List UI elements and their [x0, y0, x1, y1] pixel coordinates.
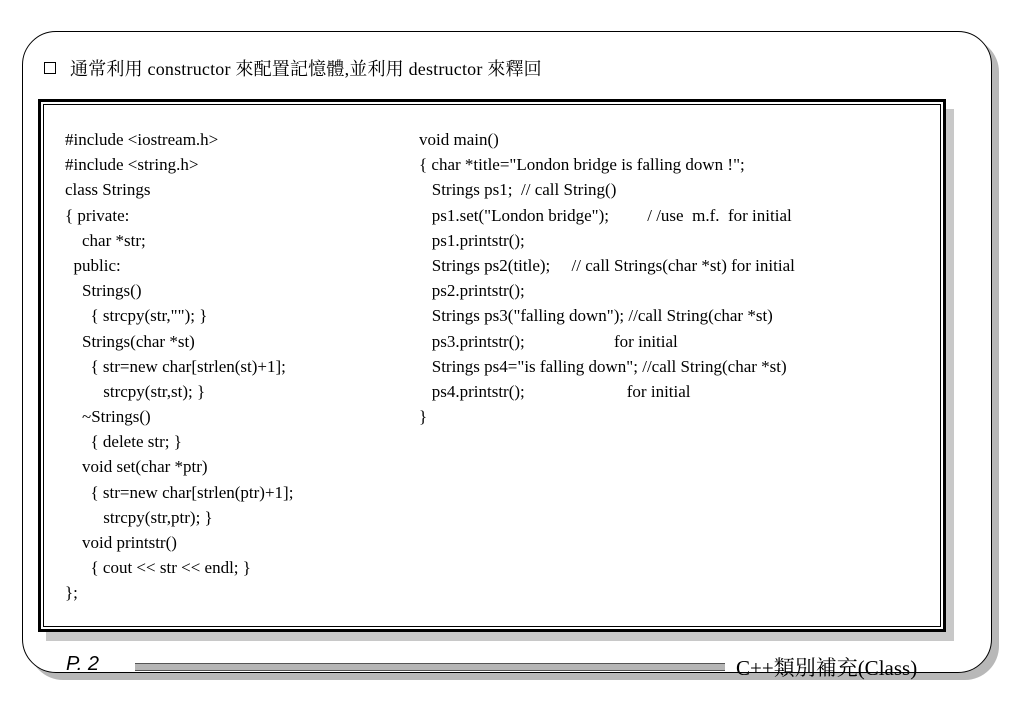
code-line: void main()	[419, 130, 499, 149]
code-line: Strings ps1; // call String()	[419, 180, 617, 200]
code-line: strcpy(str,ptr); }	[65, 507, 213, 527]
code-line: public:	[65, 255, 121, 275]
code-line: { char *title="London bridge is falling down !";	[419, 155, 745, 175]
code-line: char *str;	[65, 230, 146, 250]
footer-title: C++類別補充(Class)	[736, 656, 918, 680]
code-line: }	[419, 407, 428, 427]
code-line: Strings(char *st)	[65, 331, 195, 351]
page-number: P. 2	[66, 653, 99, 675]
code-line: class Strings	[65, 180, 151, 200]
code-line: Strings ps4="is falling down"; //call String(char *st)	[419, 356, 787, 376]
code-line: strcpy(str,st); }	[65, 381, 206, 401]
code-line: #include <iostream.h>	[65, 130, 219, 149]
code-line: ps2.printstr();	[419, 281, 525, 301]
code-line: Strings()	[65, 281, 142, 301]
code-line: { str=new char[strlen(ptr)+1];	[65, 482, 294, 502]
code-line: ps1.printstr();	[419, 230, 525, 250]
code-line: void printstr()	[65, 533, 177, 552]
code-line: ~Strings()	[65, 407, 151, 427]
code-line: { str=new char[strlen(st)+1];	[65, 356, 286, 376]
code-line: { cout << str << endl; }	[65, 558, 251, 578]
square-bullet-icon	[44, 62, 56, 74]
footer	[0, 650, 1023, 686]
code-line: #include <string.h>	[65, 155, 199, 175]
slide-heading	[44, 57, 542, 79]
code-line: ps4.printstr(); for initial	[419, 381, 691, 401]
code-column-left	[65, 127, 293, 606]
code-line: ps1.set("London bridge"); / /use m.f. for initial	[419, 205, 792, 225]
code-line: Strings ps3("falling down"); //call String(char *st)	[419, 306, 773, 326]
heading-text: 通常利用 constructor 來配置記憶體,並利用 destructor 來釋回	[70, 59, 542, 79]
code-line: };	[65, 583, 78, 603]
code-line: { private:	[65, 205, 130, 225]
code-box	[38, 99, 946, 632]
code-column-right	[419, 127, 795, 429]
code-line: ps3.printstr(); for initial	[419, 331, 678, 351]
code-line: Strings ps2(title); // call Strings(char *st) for initial	[419, 255, 795, 275]
code-line: void set(char *ptr)	[65, 457, 208, 477]
code-line: { delete str; }	[65, 432, 182, 452]
footer-rule	[135, 663, 725, 671]
code-line: { strcpy(str,""); }	[65, 306, 208, 326]
